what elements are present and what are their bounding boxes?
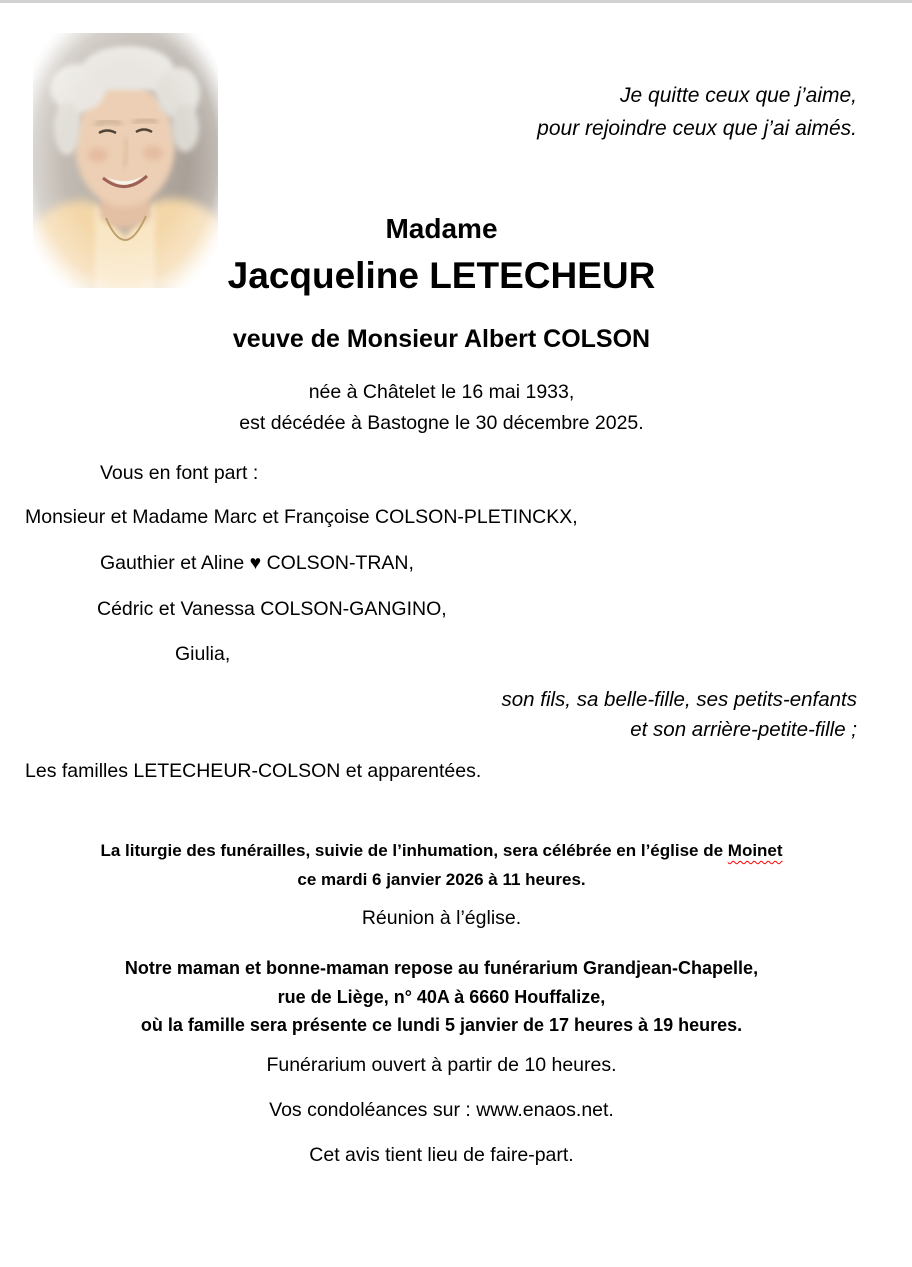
- announcement-intro: Vous en font part :: [100, 462, 259, 484]
- repose-line-2: rue de Liège, n° 40A à 6660 Houffalize,: [277, 986, 606, 1007]
- family-member-line: Cédric et Vanessa COLSON-GANGINO,: [97, 598, 447, 620]
- misspelled-word-moinet: Moinet: [727, 841, 783, 860]
- deceased-portrait-photo: [33, 33, 218, 288]
- relation-line-2: et son arrière-petite-fille ;: [630, 718, 857, 741]
- liturgy-line-1-text: La liturgie des funérailles, suivie de l’inhumation, sera célébrée en l’église de: [100, 841, 728, 860]
- liturgy-line-2: ce mardi 6 janvier 2026 à 11 heures.: [297, 870, 586, 889]
- title-prefix: Madame: [385, 213, 498, 244]
- repose-line-3: où la famille sera présente ce lundi 5 janvier de 17 heures à 19 heures.: [140, 1015, 743, 1035]
- deceased-name: Jacqueline LETECHEUR: [227, 255, 656, 296]
- reunion-line: Réunion à l’église.: [361, 907, 522, 929]
- relation-line-1: son fils, sa belle-fille, ses petits-enfants: [501, 688, 857, 711]
- repose-line-1: Notre maman et bonne-maman repose au funérarium Grandjean-Chapelle,: [124, 958, 759, 978]
- epitaph-quote-line-2: pour rejoindre ceux que j’ai aimés.: [537, 117, 857, 140]
- birth-line: née à Châtelet le 16 mai 1933,: [308, 381, 575, 403]
- relation-description: [26, 685, 857, 745]
- related-families-line: Les familles LETECHEUR-COLSON et apparentées.: [25, 760, 482, 782]
- family-member-line: Giulia,: [175, 643, 231, 665]
- condolences-url: www.enaos.net.: [476, 1099, 614, 1121]
- death-line: est décédée à Bastogne le 30 décembre 2025.: [239, 412, 644, 434]
- condolences-line: [26, 1099, 857, 1122]
- funerarium-announcement: [26, 954, 857, 1040]
- epitaph-quote-line-1: Je quitte ceux que j’aime,: [620, 84, 857, 107]
- widow-line: veuve de Monsieur Albert COLSON: [232, 325, 651, 353]
- liturgy-line-1: [26, 836, 857, 865]
- epitaph-quote: [26, 79, 857, 145]
- family-member-line: Monsieur et Madame Marc et Françoise COLSON-PLETINCKX,: [25, 506, 578, 528]
- birth-death-dates: [26, 377, 857, 439]
- closing-notice-line: Cet avis tient lieu de faire-part.: [309, 1144, 574, 1166]
- portrait-illustration: [33, 33, 218, 288]
- condolences-prefix: Vos condoléances sur :: [269, 1099, 477, 1121]
- funerarium-hours-line: Funérarium ouvert à partir de 10 heures.: [266, 1054, 617, 1076]
- liturgy-announcement: [26, 836, 857, 894]
- family-member-line: Gauthier et Aline ♥ COLSON-TRAN,: [100, 552, 414, 574]
